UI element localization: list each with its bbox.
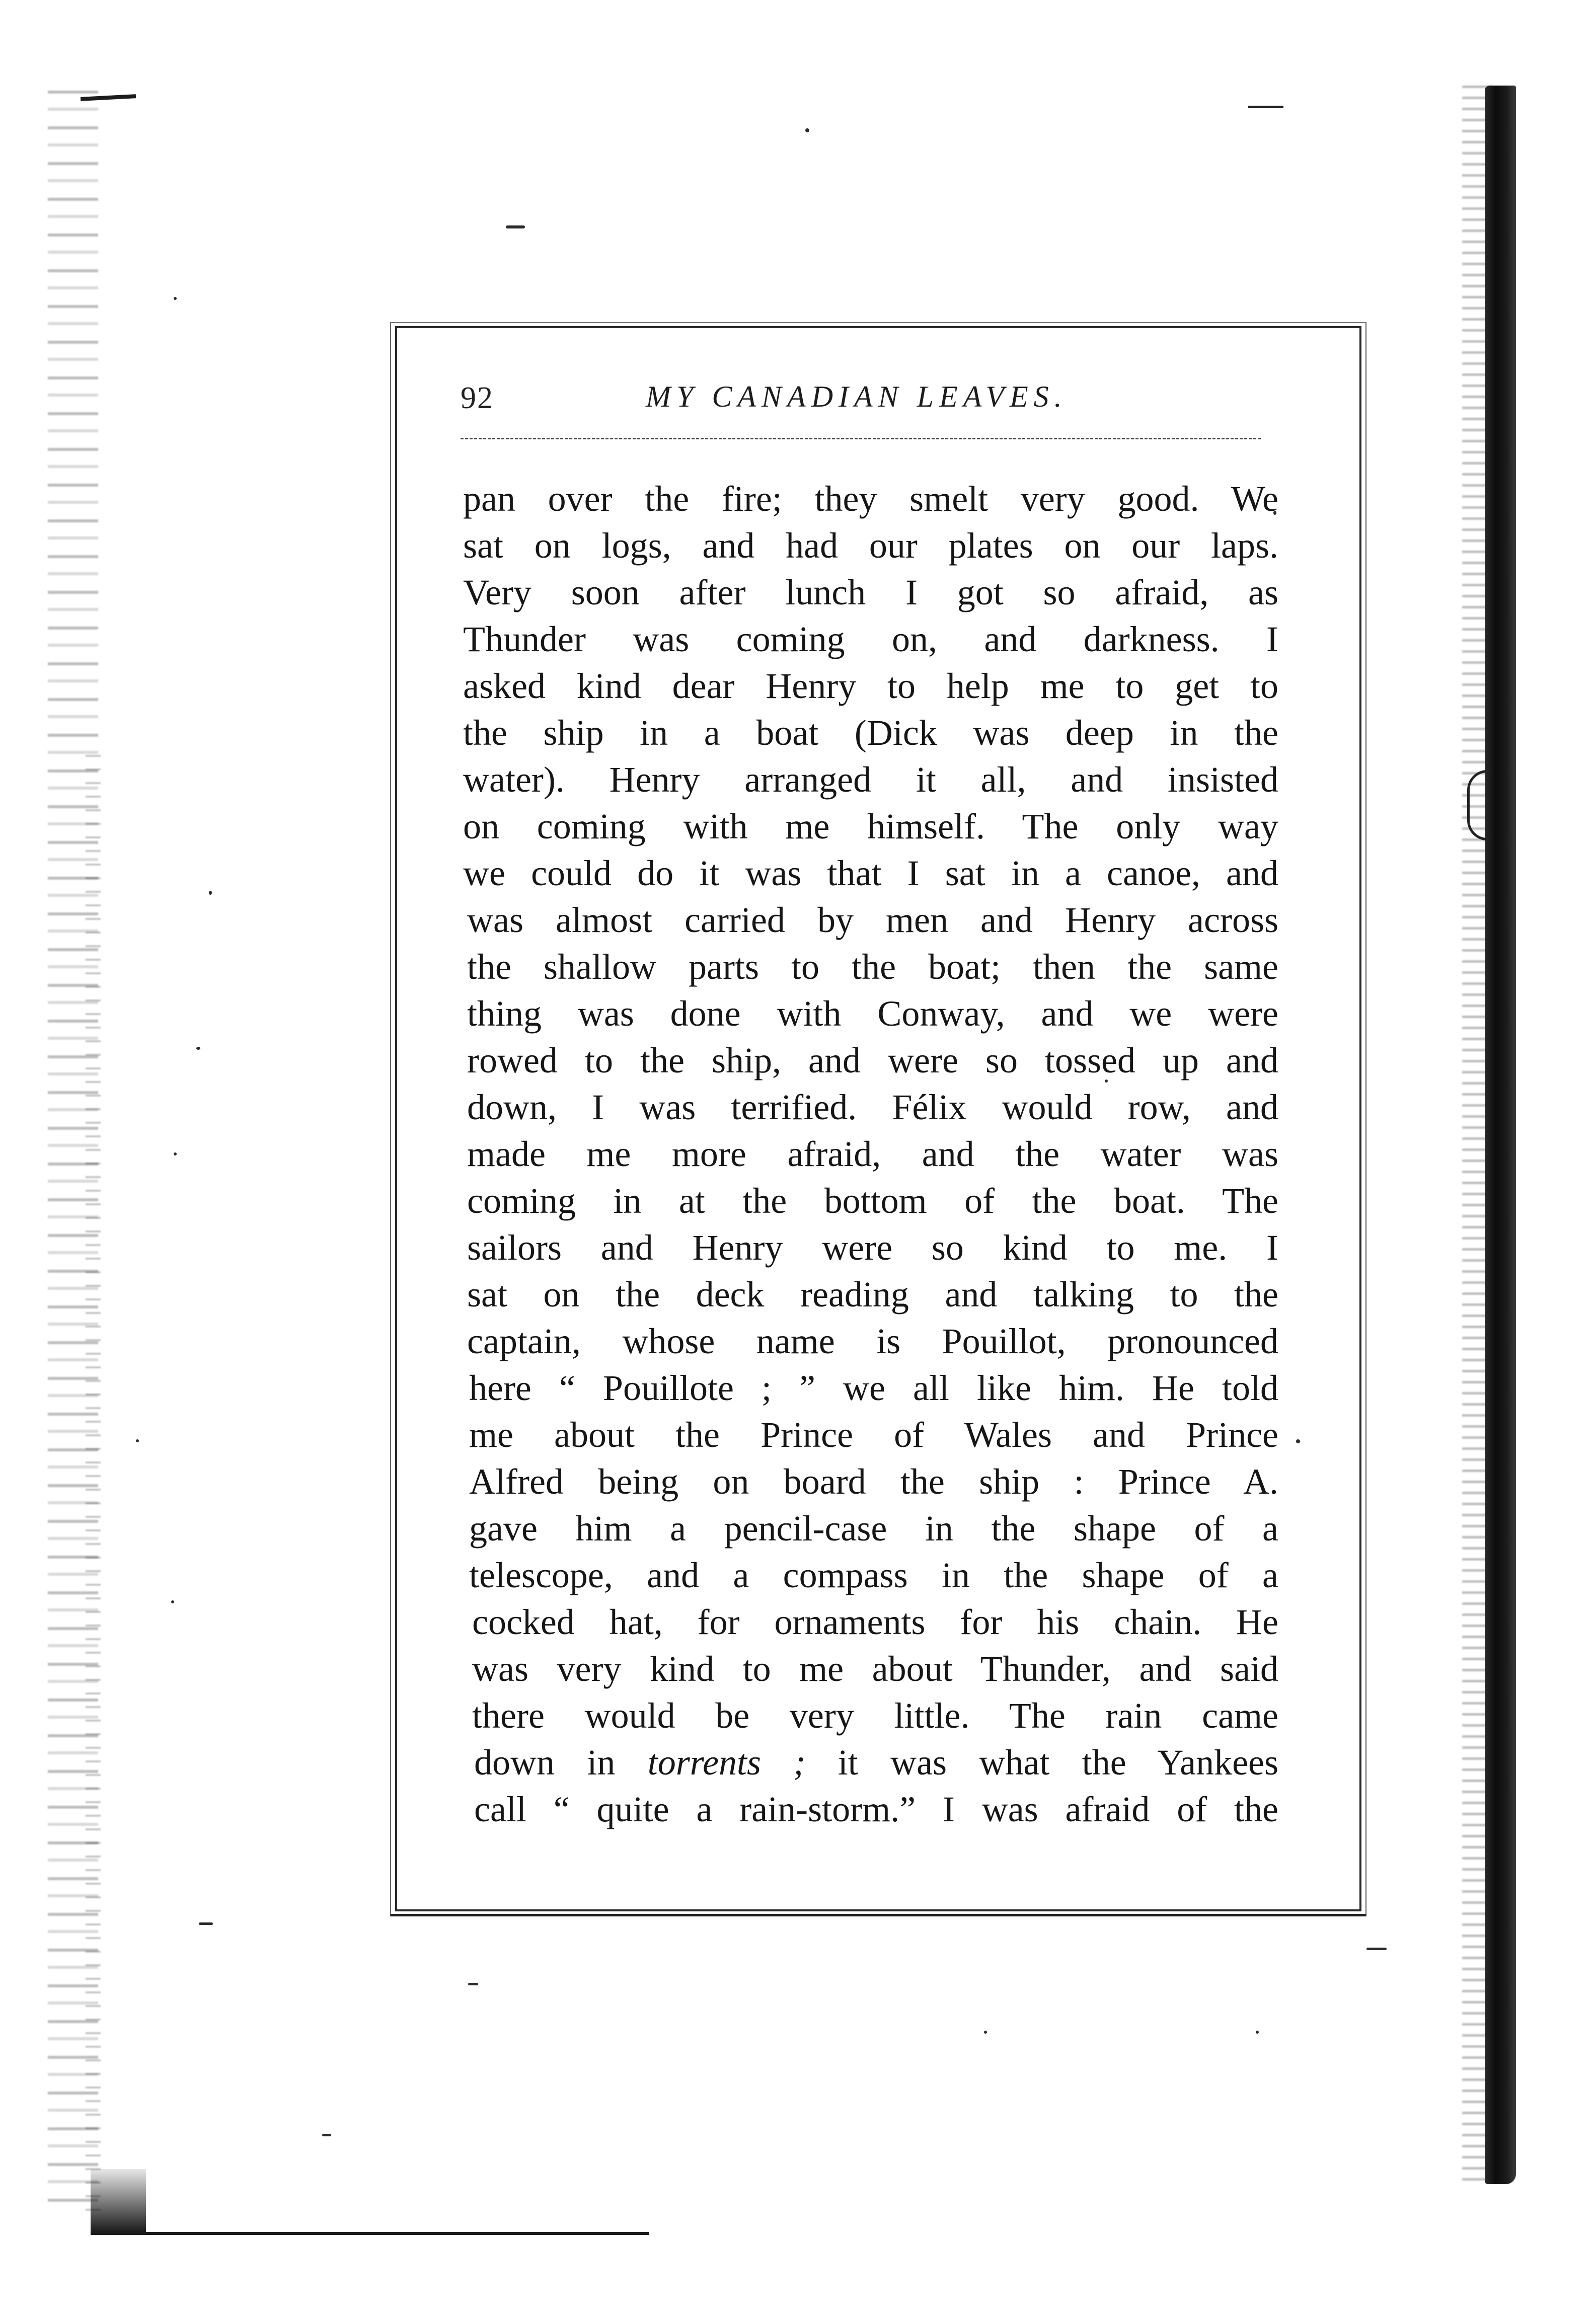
text-line: asked kind dear Henry to help me to get to (463, 666, 1278, 706)
text-line: the shallow parts to the boat; then the same (467, 947, 1278, 987)
text-line: here “ Pouillote ; ” we all like him. He told (469, 1368, 1278, 1408)
text-line: we could do it was that I sat in a canoe, and (463, 853, 1278, 893)
scan-speck (984, 2031, 987, 2034)
text-line: the ship in a boat (Dick was deep in the (463, 713, 1278, 753)
scan-speck (174, 297, 177, 300)
text-line: rowed to the ship, and were so tossed up and (467, 1040, 1278, 1080)
scan-speck (506, 225, 525, 228)
text-line: thing was done with Conway, and we were (467, 993, 1278, 1034)
scan-speck (196, 1047, 200, 1050)
page-number: 92 (461, 381, 494, 415)
scanned-bottom-edge (91, 2232, 649, 2235)
text-run: down in (474, 1742, 648, 1783)
text-line: sat on logs, and had our plates on our laps. (463, 525, 1278, 566)
scan-speck (1256, 2031, 1259, 2034)
text-line: Alfred being on board the ship : Prince A. (469, 1461, 1278, 1502)
scan-speck (1366, 1948, 1387, 1950)
text-line: call “ quite a rain-storm.” I was afraid of the (474, 1789, 1278, 1829)
text-line: telescope, and a compass in the shape of a (469, 1555, 1278, 1595)
body-text (463, 476, 1278, 1833)
text-line: coming in at the bottom of the boat. The (467, 1181, 1278, 1221)
scanned-bottom-corner-shadow (91, 2169, 146, 2233)
scan-speck (805, 128, 809, 132)
text-line: Thunder was coming on, and darkness. I (463, 619, 1278, 659)
running-title: MY CANADIAN LEAVES. (646, 380, 1068, 413)
text-line: water). Henry arranged it all, and insisted (463, 759, 1278, 800)
text-line: sailors and Henry were so kind to me. I (467, 1227, 1278, 1268)
scan-speck (174, 1152, 177, 1155)
text-line: there would be very little. The rain came (472, 1695, 1278, 1736)
scan-corner-mark (1248, 106, 1283, 108)
scan-speck (468, 1983, 478, 1985)
scan-speck (171, 1600, 174, 1603)
text-line: on coming with me himself. The only way (463, 806, 1278, 846)
italic-text-run: torrents ; (647, 1742, 806, 1783)
text-line: me about the Prince of Wales and Prince (469, 1415, 1278, 1455)
text-line: gave him a pencil-case in the shape of a (469, 1508, 1278, 1549)
running-head-rule (461, 438, 1261, 439)
text-line: sat on the deck reading and talking to the (467, 1274, 1278, 1315)
text-line: was very kind to me about Thunder, and said (472, 1649, 1278, 1689)
text-line: captain, whose name is Pouillot, pronounced (467, 1321, 1278, 1361)
text-line: down, I was terrified. Félix would row, and (467, 1087, 1278, 1127)
text-line: pan over the fire; they smelt very good. We (463, 479, 1278, 519)
text-run: it was what the Yankees (805, 1742, 1279, 1783)
text-line: made me more afraid, and the water was (467, 1134, 1278, 1174)
scan-speck (199, 1922, 213, 1925)
text-line: Very soon after lunch I got so afraid, as (463, 572, 1278, 612)
scan-speck (209, 891, 212, 895)
scanned-right-page-edge (1485, 86, 1516, 2184)
scan-bracket-mark (1467, 770, 1490, 840)
text-line: was almost carried by men and Henry across (467, 900, 1278, 940)
text-line (463, 1739, 1278, 1786)
text-line: cocked hat, for ornaments for his chain. He (472, 1602, 1278, 1642)
running-head (461, 371, 1276, 417)
scan-speck (322, 2134, 331, 2136)
scanned-left-gutter-shadow (86, 755, 101, 2214)
scan-speck (136, 1439, 139, 1442)
